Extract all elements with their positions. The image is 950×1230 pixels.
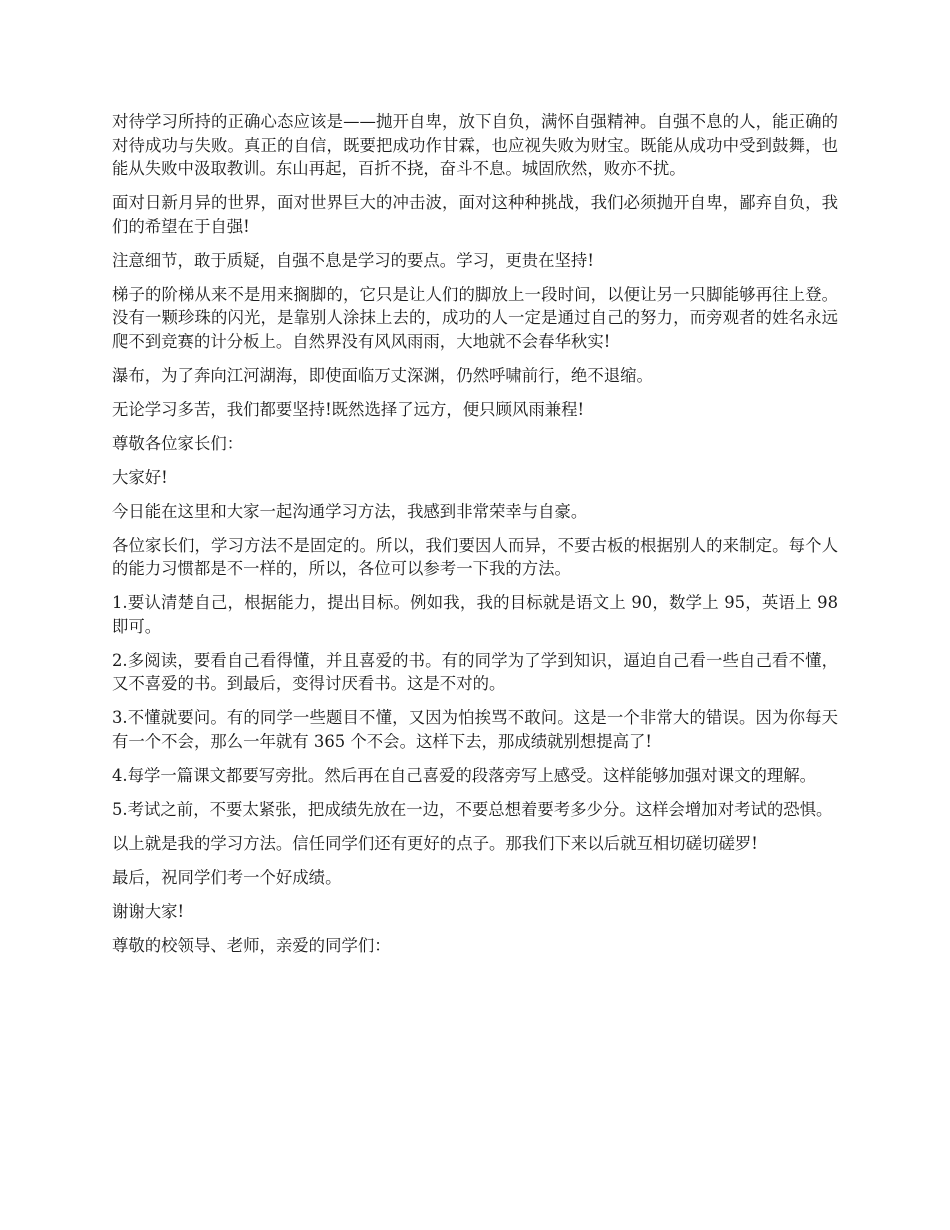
paragraph: 大家好! (112, 467, 168, 487)
paragraph: 最后，祝同学们考一个好成绩。 (112, 867, 342, 887)
paragraph: 各位家长们，学习方法不是固定的。所以，我们要因人而异，不要古板的根据别人的来制定。每个人的能力习惯都是不一样的，所以，各位可以参考一下我的方法。 (112, 535, 838, 578)
paragraph: 无论学习多苦，我们都要坚持!既然选择了远方，便只顾风雨兼程! (112, 399, 585, 419)
paragraph: 对待学习所持的正确心态应该是——抛开自卑，放下自负，满怀自强精神。自强不息的人，能正确的对待成功与失败。真正的自信，既要把成功作甘霖，也应视失败为财宝。既能从成功中受到鼓舞，也能从失败中汲取教训。东山再起，百折不挠，奋斗不息。城固欣然，败亦不扰。 (112, 112, 838, 178)
paragraph: 面对日新月异的世界，面对世界巨大的冲击波，面对这种种挑战，我们必须抛开自卑，鄙弃自负，我们的希望在于自强! (112, 193, 838, 236)
paragraph: 尊敬的校领导、老师，亲爱的同学们： (112, 935, 391, 955)
paragraph: 今日能在这里和大家一起沟通学习方法，我感到非常荣幸与自豪。 (112, 501, 588, 521)
paragraph: 谢谢大家! (112, 901, 185, 921)
paragraph: 1.要认清楚自己，根据能力，提出目标。例如我，我的目标就是语文上 90，数学上 95，英语上 98 即可。 (112, 593, 838, 636)
paragraph: 瀑布，为了奔向江河湖海，即使面临万丈深渊，仍然呼啸前行，绝不退缩。 (112, 365, 653, 385)
paragraph: 以上就是我的学习方法。信任同学们还有更好的点子。那我们下来以后就互相切磋切磋罗! (112, 833, 758, 853)
paragraph: 5.考试之前，不要太紧张，把成绩先放在一边，不要总想着要考多少分。这样会增加对考试的恐惧。 (112, 799, 833, 819)
paragraph: 注意细节，敢于质疑，自强不息是学习的要点。学习，更贵在坚持! (112, 250, 594, 270)
paragraph: 梯子的阶梯从来不是用来搁脚的，它只是让人们的脚放上一段时间，以便让另一只脚能够再往上登。没有一颗珍珠的闪光，是靠别人涂抹上去的，成功的人一定是通过自己的努力，而旁观者的姓名永远爬不到竞赛的计分板上。自然界没有风风雨雨，大地就不会春华秋实! (112, 284, 838, 351)
paragraph: 3.不懂就要问。有的同学一些题目不懂，又因为怕挨骂不敢问。这是一个非常大的错误。因为你每天有一个不会，那么一年就有 365 个不会。这样下去，那成绩就别想提高了! (112, 708, 838, 751)
paragraph: 尊敬各位家长们： (112, 433, 244, 453)
paragraph: 2.多阅读，要看自己看得懂，并且喜爱的书。有的同学为了学到知识，逼迫自己看一些自己看不懂，又不喜爱的书。到最后，变得讨厌看书。这是不对的。 (112, 650, 838, 693)
paragraph: 4.每学一篇课文都要写旁批。然后再在自己喜爱的段落旁写上感受。这样能够加强对课文的理解。 (112, 765, 817, 785)
